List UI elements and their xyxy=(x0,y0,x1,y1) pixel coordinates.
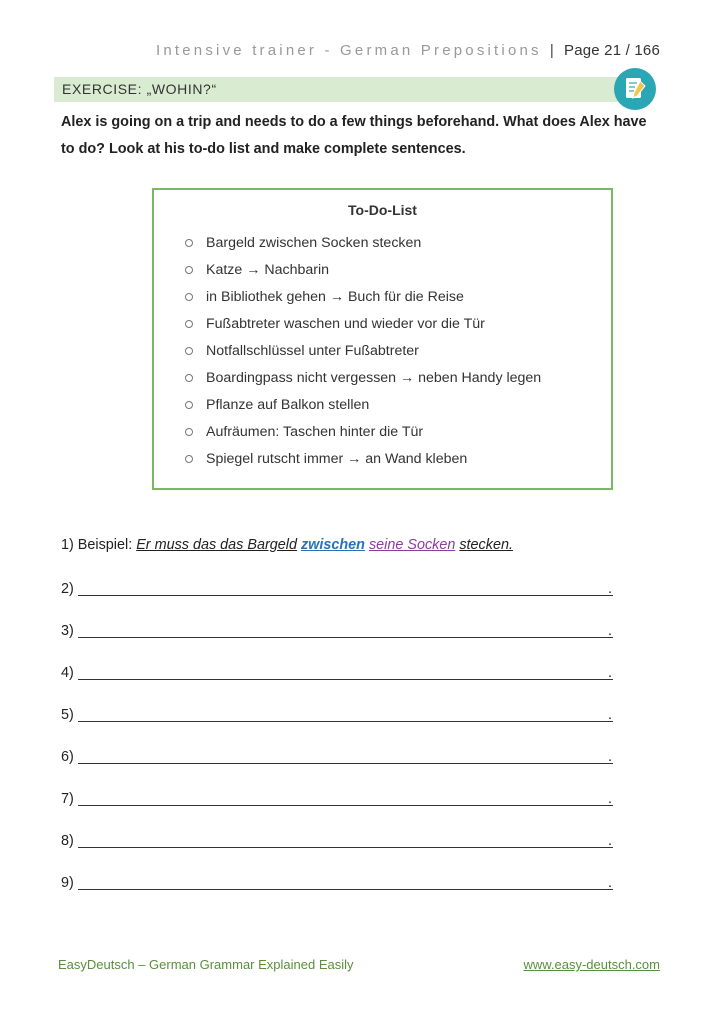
answer-number: 8) xyxy=(61,833,74,849)
todo-item: Fußabtreter waschen und wieder vor die Tür xyxy=(154,311,541,338)
answer-period: . xyxy=(608,623,612,639)
answer-blank[interactable] xyxy=(78,763,613,764)
todo-item: Pflanze auf Balkon stellen xyxy=(154,392,541,419)
answer-line[interactable] xyxy=(61,623,621,643)
answer-blank[interactable] xyxy=(78,721,613,722)
answer-line[interactable] xyxy=(61,581,621,601)
answer-line[interactable] xyxy=(61,665,621,685)
todo-item: Katze → Nachbarin xyxy=(154,257,541,284)
answer-blank[interactable] xyxy=(78,847,613,848)
answer-period: . xyxy=(608,707,612,723)
example-sentence xyxy=(61,537,513,553)
example-object: seine Socken xyxy=(368,537,456,553)
answer-number: 4) xyxy=(61,665,74,681)
bullet-circle-icon xyxy=(185,374,193,382)
answer-blank[interactable] xyxy=(78,889,613,890)
bullet-circle-icon xyxy=(185,455,193,463)
answer-line[interactable] xyxy=(61,833,621,853)
todo-list-title: To-Do-List xyxy=(348,202,417,218)
answer-period: . xyxy=(608,665,612,681)
pencil-paper-icon xyxy=(614,68,656,110)
page-number: Page 21 / 166 xyxy=(563,42,660,59)
bullet-circle-icon xyxy=(185,428,193,436)
header-separator: | xyxy=(549,42,554,59)
exercise-instructions: Alex is going on a trip and needs to do a few things beforehand. What does Alex have to do? Look at his to-do list and make complete sentences. xyxy=(61,114,647,157)
answer-number: 9) xyxy=(61,875,74,891)
answer-period: . xyxy=(608,833,612,849)
answer-line[interactable] xyxy=(61,749,621,769)
answer-number: 6) xyxy=(61,749,74,765)
answer-blank[interactable] xyxy=(78,637,613,638)
example-preposition: zwischen xyxy=(300,537,365,553)
answer-number: 5) xyxy=(61,707,74,723)
footer-brand: EasyDeutsch – German Grammar Explained Easily xyxy=(58,957,354,972)
answer-number: 3) xyxy=(61,623,74,639)
bullet-circle-icon xyxy=(185,239,193,247)
todo-item: Aufräumen: Taschen hinter die Tür xyxy=(154,419,541,446)
example-part1: Er muss das das Bargeld xyxy=(136,537,297,553)
todo-list-box xyxy=(152,188,613,490)
bullet-circle-icon xyxy=(185,266,193,274)
answer-line[interactable] xyxy=(61,875,621,895)
answer-number: 2) xyxy=(61,581,74,597)
answer-blank[interactable] xyxy=(78,679,613,680)
page-header xyxy=(156,42,660,59)
bullet-circle-icon xyxy=(185,347,193,355)
exercise-header-bar xyxy=(54,77,652,102)
bullet-circle-icon xyxy=(185,293,193,301)
answer-line[interactable] xyxy=(61,791,621,811)
answer-period: . xyxy=(608,791,612,807)
answer-line[interactable] xyxy=(61,707,621,727)
answer-period: . xyxy=(608,875,612,891)
answer-blank[interactable] xyxy=(78,595,613,596)
answer-period: . xyxy=(608,749,612,765)
example-label: 1) Beispiel: xyxy=(61,537,133,553)
answer-period: . xyxy=(608,581,612,597)
answer-blank[interactable] xyxy=(78,805,613,806)
answer-number: 7) xyxy=(61,791,74,807)
bullet-circle-icon xyxy=(185,401,193,409)
bullet-circle-icon xyxy=(185,320,193,328)
todo-item: Spiegel rutscht immer → an Wand kleben xyxy=(154,446,541,473)
exercise-title: EXERCISE: „WOHIN?“ xyxy=(62,81,217,97)
todo-item: Boardingpass nicht vergessen → neben Handy legen xyxy=(154,365,541,392)
document-title: Intensive trainer - German Prepositions xyxy=(155,42,542,59)
todo-item: Bargeld zwischen Socken stecken xyxy=(154,230,541,257)
todo-list xyxy=(154,230,541,473)
example-part2: stecken. xyxy=(459,537,513,553)
todo-item: in Bibliothek gehen → Buch für die Reise xyxy=(154,284,541,311)
todo-item: Notfallschlüssel unter Fußabtreter xyxy=(154,338,541,365)
footer-website-link[interactable]: www.easy-deutsch.com xyxy=(523,957,660,972)
